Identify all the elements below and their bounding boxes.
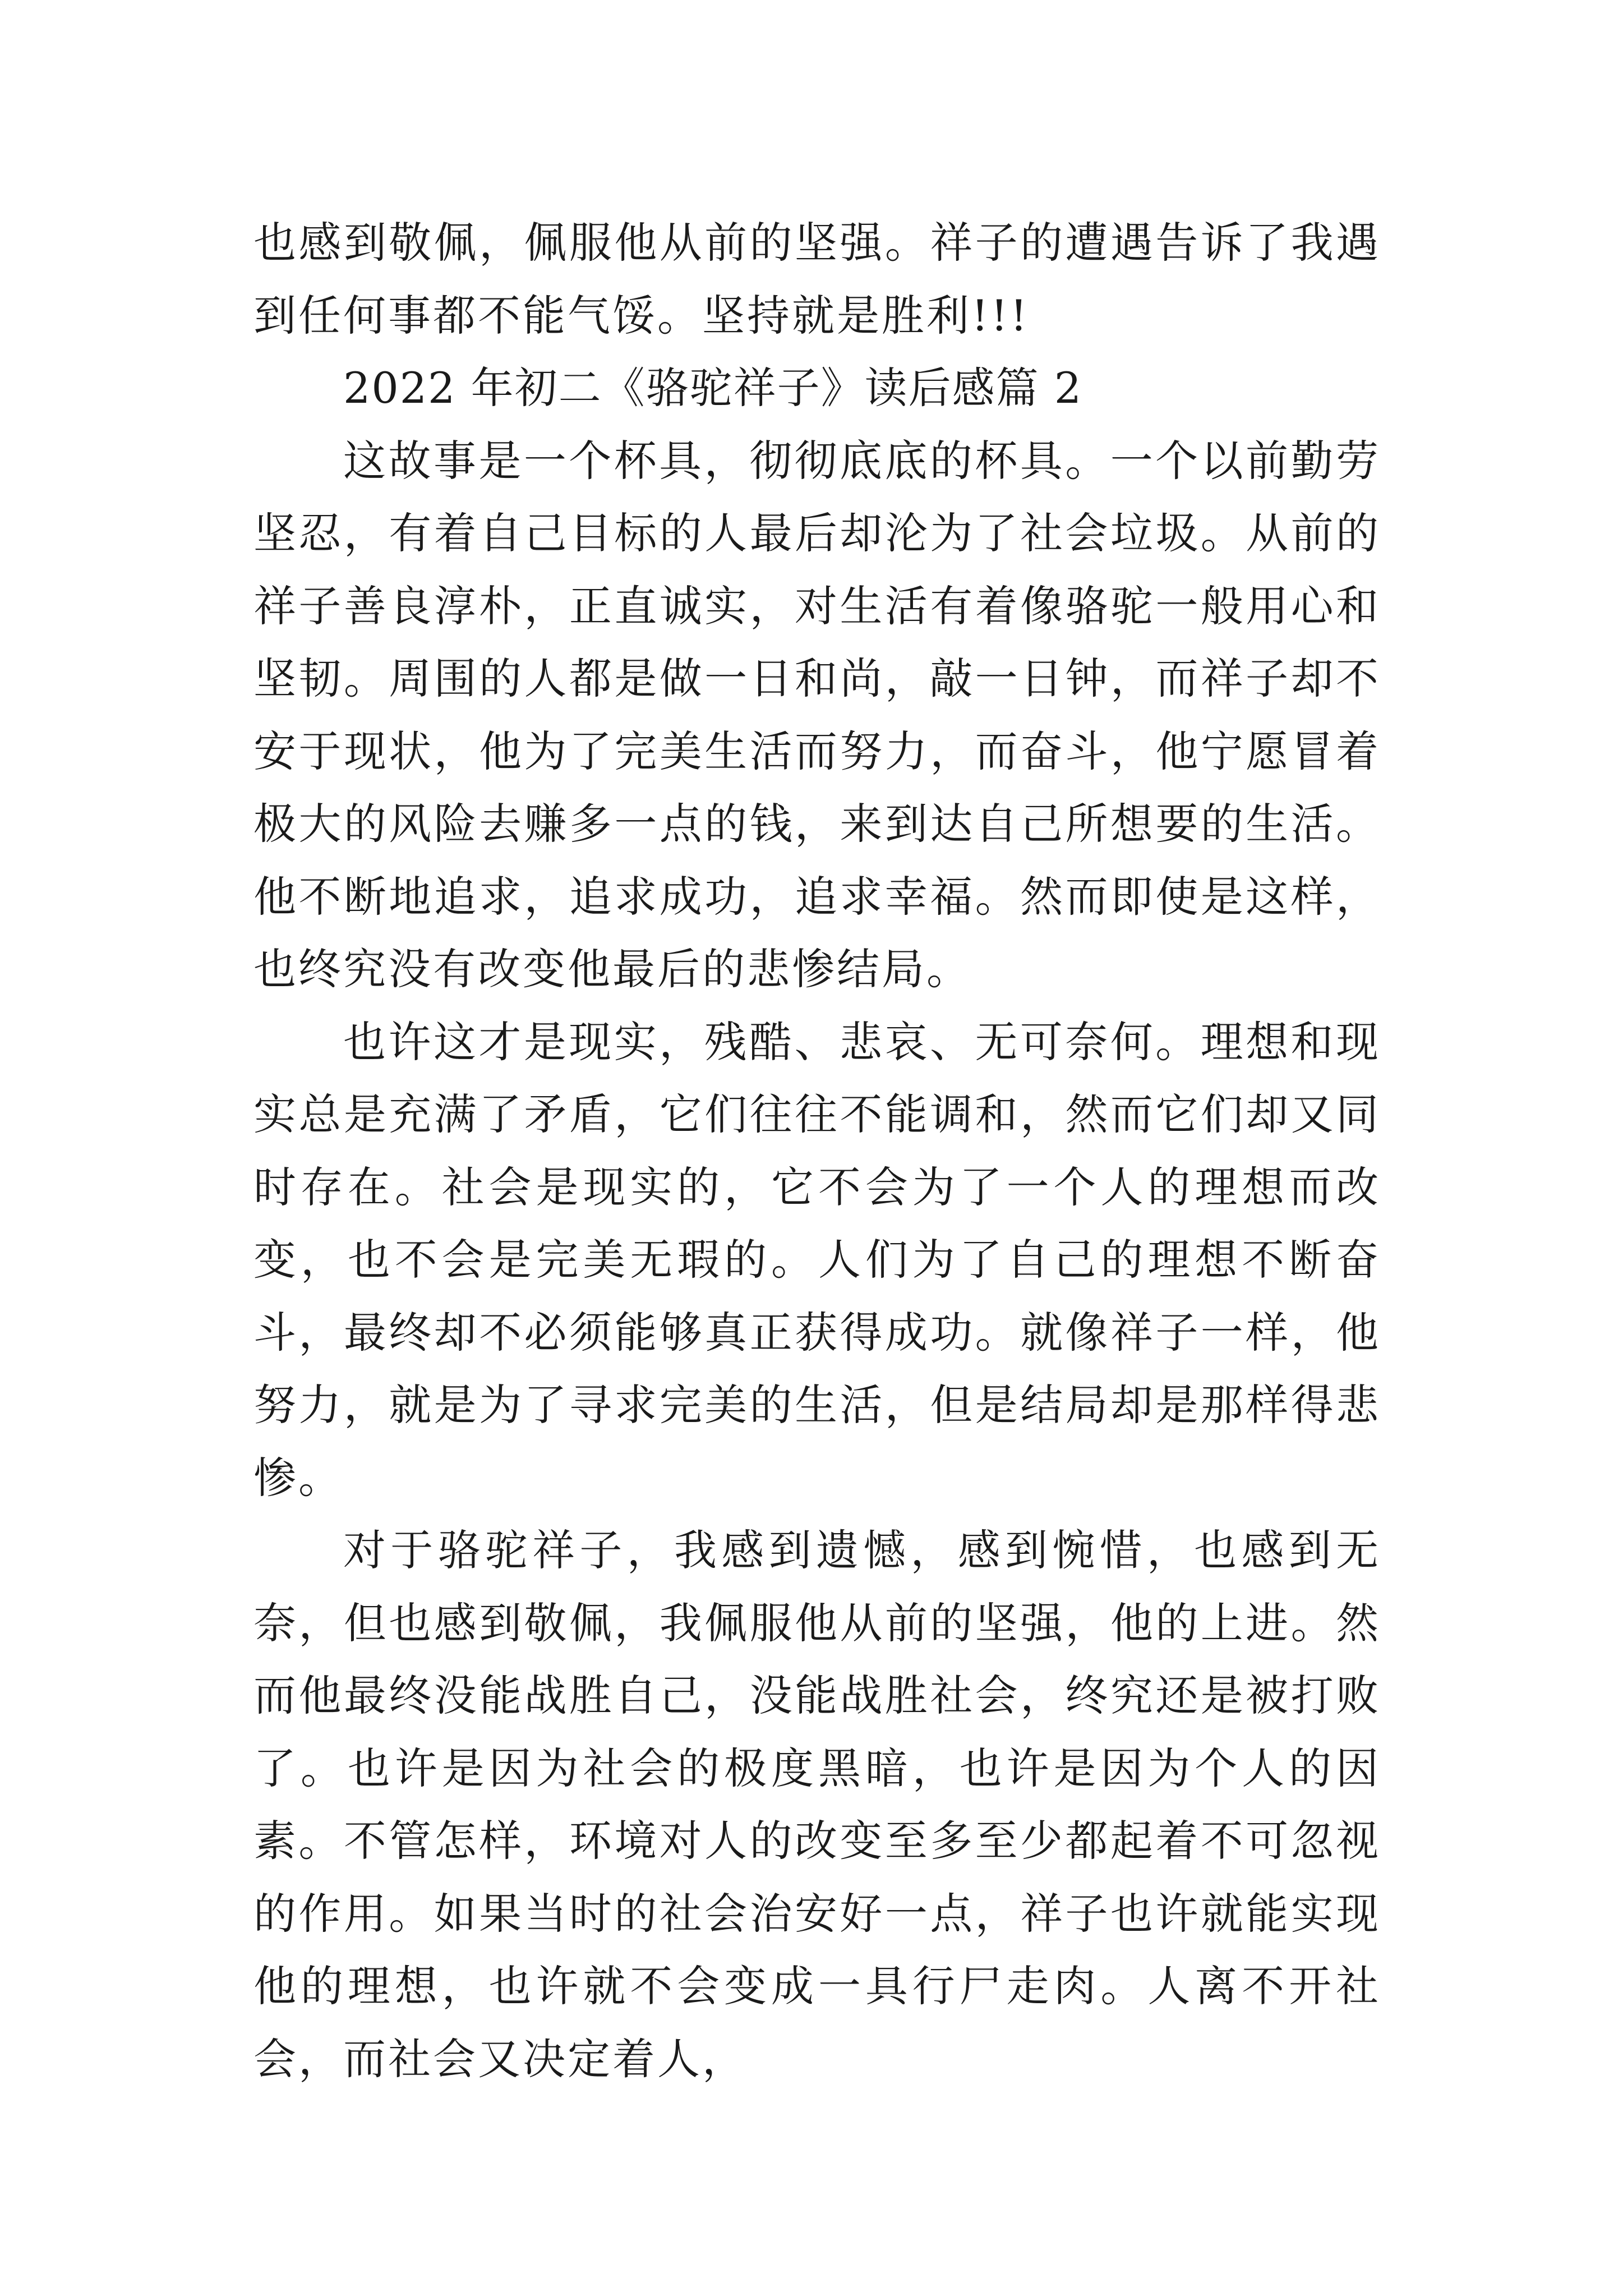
paragraph-continued: 也感到敬佩，佩服他从前的坚强。祥子的遭遇告诉了我遇到任何事都不能气馁。坚持就是胜利!!! xyxy=(253,218,1381,341)
section-title: 2022 年初二《骆驼祥子》读后感篇 2 xyxy=(343,363,1083,413)
paragraph-1: 这故事是一个杯具，彻彻底底的杯具。一个以前勤劳坚忍，有着自己目标的人最后却沦为了社会垃圾。从前的祥子善良淳朴，正直诚实，对生活有着像骆驼一般用心和坚韧。周围的人都是做一日和尚，敲一日钟，而祥子却不安于现状，他为了完美生活而努力，而奋斗，他宁愿冒着极大的风险去赚多一点的钱，来到达自己所想要的生活。他不断地追求，追求成功，追求幸福。然而即使是这样，也终究没有改变他最后的悲惨结局。 xyxy=(253,435,1381,994)
paragraph-2: 也许这才是现实，残酷、悲哀、无可奈何。理想和现实总是充满了矛盾，它们往往不能调和，然而它们却又同时存在。社会是现实的，它不会为了一个人的理想而改变，也不会是完美无瑕的。人们为了自己的理想不断奋斗，最终却不必须能够真正获得成功。就像祥子一样，他努力，就是为了寻求完美的生活，但是结局却是那样得悲惨。 xyxy=(253,1016,1381,1503)
paragraph-3: 对于骆驼祥子，我感到遗憾，感到惋惜，也感到无奈，但也感到敬佩，我佩服他从前的坚强，他的上进。然而他最终没能战胜自己，没能战胜社会，终究还是被打败了。也许是因为社会的极度黑暗，也许是因为个人的因素。不管怎样，环境对人的改变至多至少都起着不可忽视的作用。如果当时的社会治安好一点，祥子也许就能实现他的理想，也许就不会变成一具行尸走肉。人离不开社会，而社会又决定着人， xyxy=(253,1525,1381,2084)
document-body xyxy=(253,206,1381,2095)
